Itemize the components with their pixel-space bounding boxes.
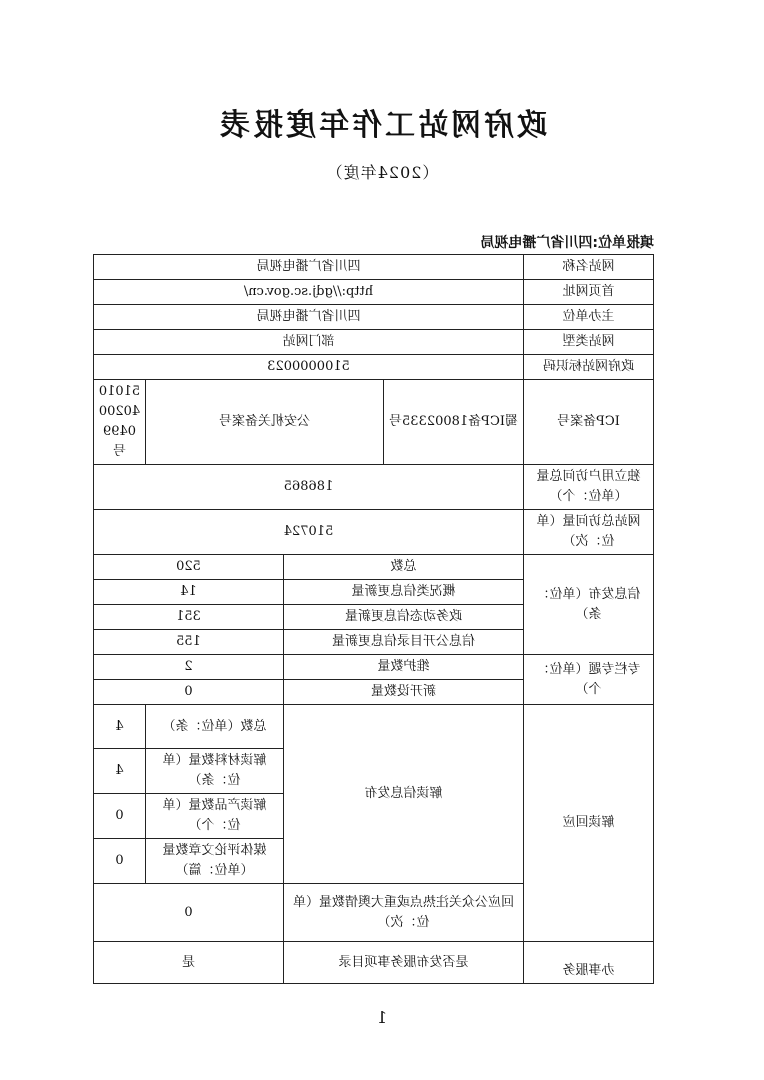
media-articles-value: 0	[93, 839, 145, 884]
table-row	[93, 942, 653, 984]
page-title: 政府网站工作年度报表	[217, 108, 547, 143]
sponsor-value: 四川省广播电视局	[93, 305, 523, 330]
interp-products-label: 解读产品数量（单位：个）	[146, 794, 284, 839]
site-name-label: 网站名称	[524, 255, 654, 280]
icp-value: 蜀ICP备18002335号	[384, 380, 524, 465]
table-row	[93, 355, 653, 380]
new-opened-value: 0	[93, 680, 283, 705]
respond-label: 回应公众关注热点或重大舆情数量（单位：次）	[284, 884, 524, 942]
site-name-value: 四川省广播电视局	[93, 255, 523, 280]
total-visits-value: 510724	[93, 510, 523, 555]
interp-products-value: 0	[93, 794, 145, 839]
service-catalog-label: 是否发布服务事项目录	[284, 942, 524, 984]
catalog-label: 信息公开目录信息更新量	[284, 630, 524, 655]
table-row	[93, 255, 653, 280]
media-articles-label: 媒体评论文章数量（单位：篇）	[146, 839, 284, 884]
info-release-label: 信息发布（单位：条）	[524, 555, 654, 655]
gov-news-value: 351	[93, 605, 283, 630]
overview-label: 概况类信息更新量	[284, 580, 524, 605]
unique-visitors-value: 186865	[93, 465, 523, 510]
columns-label: 专栏专题（单位：个）	[524, 655, 654, 705]
table-row	[93, 280, 653, 305]
table-row	[93, 465, 653, 510]
maintained-value: 2	[93, 655, 283, 680]
police-value: 51010402000499号	[93, 380, 145, 465]
page-number: 1	[376, 1008, 388, 1027]
site-code-label: 政府网站标识码	[524, 355, 654, 380]
catalog-value: 155	[93, 630, 283, 655]
table-row	[93, 305, 653, 330]
service-catalog-value: 是	[93, 942, 283, 984]
sponsor-label: 主办单位	[524, 305, 654, 330]
table-row	[93, 510, 653, 555]
unique-visitors-label: 独立用户访问总量（单位：个）	[524, 465, 654, 510]
gov-news-label: 政务动态信息更新量	[284, 605, 524, 630]
home-url-label: 首页网址	[524, 280, 654, 305]
interp-materials-label: 解读材料数量（单位：条）	[146, 749, 284, 794]
maintained-label: 维护数量	[284, 655, 524, 680]
table-row	[93, 330, 653, 355]
interpret-respond-label: 解读回应	[524, 705, 654, 942]
info-total-value: 520	[93, 555, 283, 580]
interp-materials-value: 4	[93, 749, 145, 794]
table-row	[93, 380, 653, 465]
info-total-label: 总数	[284, 555, 524, 580]
police-label: 公安机关备案号	[146, 380, 384, 465]
new-opened-label: 新开设数量	[284, 680, 524, 705]
site-code-value: 5100000023	[93, 355, 523, 380]
service-label: 办事服务	[524, 942, 654, 984]
table-row	[93, 655, 653, 680]
interp-total-value: 4	[93, 705, 145, 749]
site-type-label: 网站类型	[524, 330, 654, 355]
respond-value: 0	[93, 884, 283, 942]
interpret-release-label: 解读信息发布	[284, 705, 524, 884]
table-row	[93, 555, 653, 580]
interp-total-label: 总数（单位：条）	[146, 705, 284, 749]
site-type-value: 部门网站	[93, 330, 523, 355]
filler-unit: 填报单位:四川省广播电视局	[480, 235, 654, 251]
home-url-value: http://gdj.sc.gov.cn/	[93, 280, 523, 305]
icp-label: ICP备案号	[524, 380, 654, 465]
table-row	[93, 705, 653, 749]
report-table	[93, 254, 654, 984]
overview-value: 14	[93, 580, 283, 605]
page-subtitle: （2024年度）	[325, 163, 439, 182]
total-visits-label: 网站总访问量（单位：次）	[524, 510, 654, 555]
